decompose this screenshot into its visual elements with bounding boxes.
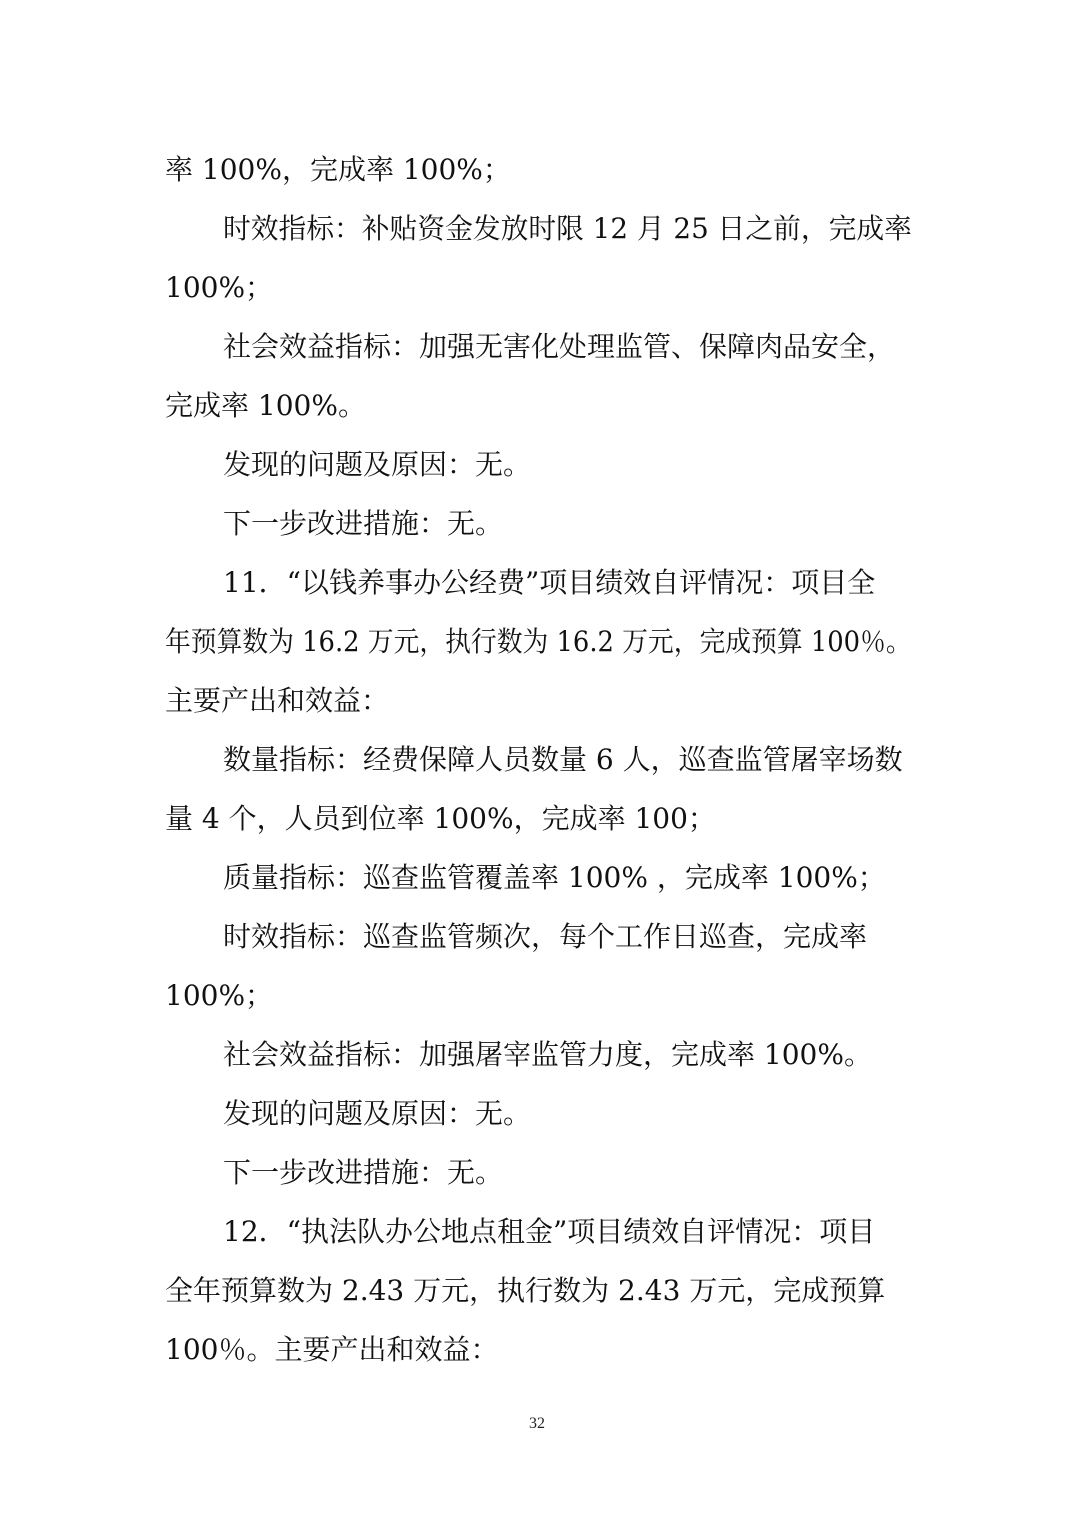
text-line [0,1035,1074,1075]
text-line [0,504,1074,544]
text: 量 4 个，人员到位率 100%，完成率 100； [165,802,716,835]
text: 下一步改进措施：无。 [223,507,504,540]
text: 下一步改进措施：无。 [223,1156,504,1189]
text: 时效指标：巡查监管频次，每个工作日巡查，完成率 [223,920,868,953]
text-line [0,445,1074,485]
text-line [0,976,1074,1016]
text: 完成率 100%。 [165,389,366,422]
text: 质量指标：巡查监管覆盖率 100% ，完成率 100%； [223,861,886,894]
text: 发现的问题及原因：无。 [223,1097,532,1130]
text-line [0,209,1074,249]
text: 年预算数为 16.2 万元，执行数为 16.2 万元，完成预算 100％。 [165,625,912,658]
text: 数量指标：经费保障人员数量 6 人，巡查监管屠宰场数 [223,743,903,776]
text-line [0,917,1074,957]
text: 时效指标：补贴资金发放时限 12 月 25 日之前，完成率 [223,212,912,245]
text-line [0,327,1074,367]
text-line [0,268,1074,308]
text: 社会效益指标：加强无害化处理监管、保障肉品安全， [223,330,896,363]
text: 100%； [165,271,274,304]
text-line [0,1271,1074,1311]
text-line [0,1330,1074,1370]
text: 发现的问题及原因：无。 [223,448,532,481]
text-line [0,681,1074,721]
text-line [0,1153,1074,1193]
text: 主要产出和效益： [165,684,390,717]
text-line [0,150,1074,190]
text: 12．“执法队办公地点租金”项目绩效自评情况：项目 [223,1215,876,1248]
text-line [0,858,1074,898]
text-line [0,1212,1074,1252]
text-line [0,563,1074,603]
text-line [0,740,1074,780]
text-line [0,622,1074,662]
page-number: 32 [529,1415,545,1432]
text: 率 100%，完成率 100%； [165,153,511,186]
text-line [0,799,1074,839]
text: 社会效益指标：加强屠宰监管力度，完成率 100%。 [223,1038,872,1071]
text-line [0,1094,1074,1134]
text: 100％。主要产出和效益： [165,1333,499,1366]
text: 100%； [165,979,274,1012]
text: 全年预算数为 2.43 万元，执行数为 2.43 万元，完成预算 [165,1274,886,1307]
text-line [0,386,1074,426]
text: 11．“以钱养事办公经费”项目绩效自评情况：项目全 [223,566,876,599]
